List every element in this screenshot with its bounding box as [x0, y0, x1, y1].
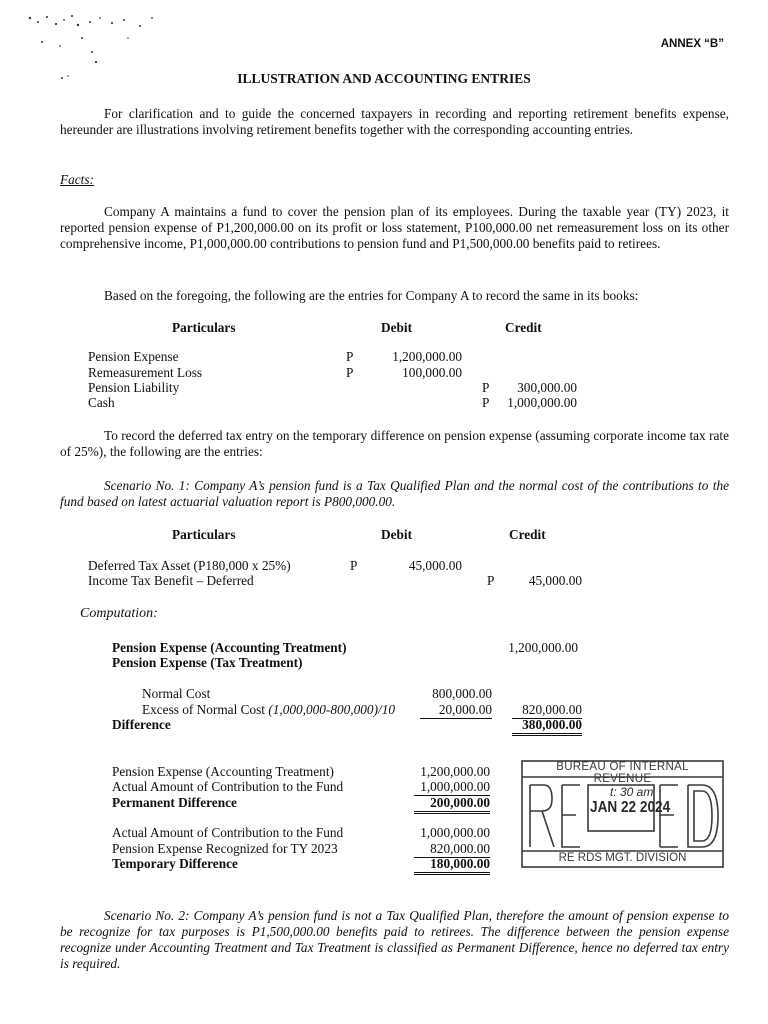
scenario-2-paragraph: Scenario No. 2: Company A’s pension fund is not a Tax Qualified Plan, therefore the amount of pension expense to be recognize for tax purposes is P1,500,000.00 benefits paid to retirees. The difference between the pension expense recognize under Accounting Treatment and Tax Treatment is classified as Permanent Difference, hence no deferred tax entry is required.: [60, 908, 729, 971]
excess-formula: (1,000,000-800,000)/10: [268, 702, 395, 717]
entry1-credit-peso: P: [482, 395, 490, 410]
annex-label: ANNEX “B”: [660, 38, 724, 50]
entry2-debit: 45,000.00: [408, 558, 462, 573]
difference-value: 380,000.00: [512, 717, 582, 736]
entry1-debit: 100,000.00: [402, 365, 462, 380]
perm-total-value: 200,000.00: [414, 795, 490, 814]
entry2-account: Income Tax Benefit – Deferred: [88, 573, 254, 588]
entry1-account: Cash: [88, 395, 115, 410]
excess-label: Excess of Normal Cost: [142, 702, 265, 717]
entry1-debit-peso: P: [346, 365, 354, 380]
computation-heading: Computation:: [80, 606, 158, 621]
perm-total-label: Permanent Difference: [112, 795, 237, 810]
tax-total-value: 820,000.00: [512, 702, 582, 719]
temp-row-value: 1,000,000.00: [420, 825, 490, 840]
normal-cost-label: Normal Cost: [142, 686, 211, 701]
perm-row-label: Actual Amount of Contribution to the Fund: [112, 779, 344, 794]
entry1-account: Remeasurement Loss: [88, 365, 203, 380]
col-header-debit: Debit: [381, 320, 413, 335]
excess-normal-cost-line: [142, 702, 395, 718]
entry1-debit-peso: P: [346, 349, 354, 364]
entry1-credit-peso: P: [482, 380, 490, 395]
normal-cost-value: 800,000.00: [432, 686, 492, 701]
temp-row-label: Pension Expense Recognized for TY 2023: [112, 841, 338, 856]
entry1-credit: 1,000,000.00: [507, 395, 577, 410]
stamp-handwritten-time: t: 30 am: [610, 785, 654, 799]
temp-total-value: 180,000.00: [414, 856, 490, 875]
temp-row-label: Actual Amount of Contribution to the Fund: [112, 825, 344, 840]
perm-row-value: 1,200,000.00: [420, 764, 490, 779]
temp-row-value: 820,000.00: [414, 841, 490, 858]
facts-paragraph: Company A maintains a fund to cover the pension plan of its employees. During the taxable year (TY) 2023, it reported pension expense of P1,200,000.00 on its profit or loss statement, P100,000.00 net remeasurement loss on its other comprehensive income, P1,000,000.00 contributions to pension fund and P1,500,000.00 benefits paid to retirees.: [60, 204, 729, 251]
pe-accounting-label: Pension Expense (Accounting Treatment): [112, 640, 347, 655]
facts-heading: Facts:: [60, 172, 94, 187]
entry2-account: Deferred Tax Asset (P180,000 x 25%): [88, 558, 291, 573]
stamp-bottom-text: RE RDS MGT. DIVISION: [558, 852, 687, 864]
perm-row-value: 1,000,000.00: [414, 779, 490, 796]
entry1-account: Pension Liability: [88, 380, 180, 395]
col-header-credit: Credit: [509, 527, 546, 542]
stamp-top-text: BUREAU OF INTERNAL REVENUE: [556, 761, 689, 785]
pe-accounting-value: 1,200,000.00: [508, 640, 578, 655]
entry1-debit: 1,200,000.00: [392, 349, 462, 364]
stamp-date: JAN 22 2024: [590, 799, 671, 816]
entry1-account: Pension Expense: [88, 349, 179, 364]
scenario-1-paragraph: Scenario No. 1: Company A’s pension fund is a Tax Qualified Plan and the normal cost of the contributions to the fund based on latest actuarial valuation report is P800,000.00.: [60, 478, 729, 509]
col-header-particulars: Particulars: [172, 527, 236, 542]
entry1-credit: 300,000.00: [517, 380, 577, 395]
excess-value: 20,000.00: [420, 702, 492, 719]
col-header-debit: Debit: [381, 527, 413, 542]
entry2-credit-peso: P: [487, 573, 495, 588]
intro-paragraph: For clarification and to guide the concerned taxpayers in recording and reporting retirement benefits expense, hereunder are illustrations involving retirement benefits together with the corresponding accounting entries.: [60, 106, 729, 137]
perm-row-label: Pension Expense (Accounting Treatment): [112, 764, 334, 779]
temp-total-label: Temporary Difference: [112, 856, 238, 871]
entry2-credit: 45,000.00: [528, 573, 582, 588]
deferred-intro-paragraph: To record the deferred tax entry on the temporary difference on pension expense (assuming corporate income tax rate of 25%), the following are the entries:: [60, 428, 729, 459]
received-stamp: [520, 759, 725, 869]
foregoing-sentence: Based on the foregoing, the following are the entries for Company A to record the same in its books:: [104, 288, 639, 303]
col-header-credit: Credit: [505, 320, 542, 335]
difference-label: Difference: [112, 717, 171, 732]
page-title: ILLUSTRATION AND ACCOUNTING ENTRIES: [237, 71, 531, 86]
col-header-particulars: Particulars: [172, 320, 236, 335]
entry2-debit-peso: P: [350, 558, 358, 573]
pe-tax-label: Pension Expense (Tax Treatment): [112, 655, 303, 670]
